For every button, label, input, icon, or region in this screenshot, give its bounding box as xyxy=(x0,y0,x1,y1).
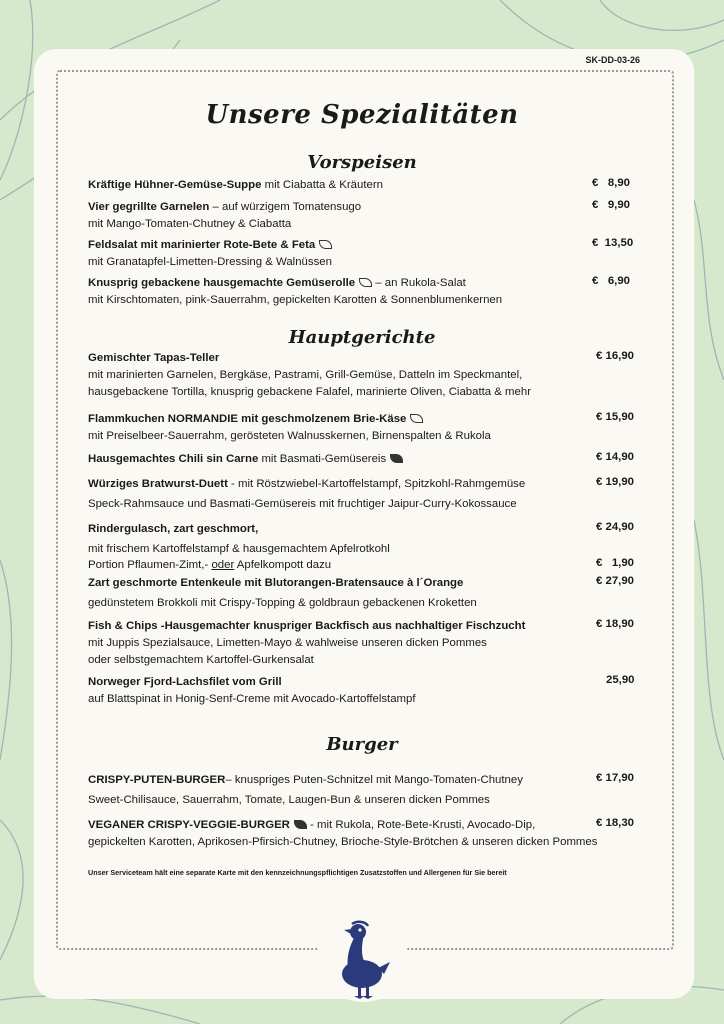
section-hauptgerichte: Hauptgerichte xyxy=(288,327,436,348)
menu-item-tapas: Gemischter Tapas-Teller mit marinierten Garnelen, Bergkäse, Pastrami, Grill-Gemüse, Datteln im Speckmantel, hausgebackene Tortilla, knusprig gebackene Falafel, marinierte Oliven, Ciabatta & mehr xyxy=(88,352,531,398)
section-burger: Burger xyxy=(326,734,398,755)
section-vorspeisen: Vorspeisen xyxy=(307,152,417,173)
price-chili: € 14,90 xyxy=(596,451,635,463)
menu-item-flammkuchen: Flammkuchen NORMANDIE mit geschmolzenem Brie-Käse mit Preiselbeer-Sauerrahm, gerösteten Walnusskernen, Birnenspalten & Rukola xyxy=(88,413,491,442)
menu-item-lachs: Norweger Fjord-Lachsfilet vom Grill auf Blattspinat in Honig-Senf-Creme mit Avocado-Kartoffelstampf xyxy=(88,676,416,705)
price-suppe: € 8,90 xyxy=(592,177,630,189)
vegetarian-leaf-icon xyxy=(319,240,332,249)
price-puten-burger: € 17,90 xyxy=(596,772,635,784)
price-kompott: € 1,90 xyxy=(596,557,634,569)
menu-item-suppe: Kräftige Hühner-Gemüse-Suppe mit Ciabatta & Kräutern xyxy=(88,179,383,191)
menu-item-entenkeule: Zart geschmorte Entenkeule mit Blutorangen-Bratensauce à l´Orange gedünstetem Brokkoli mit Crispy-Topping & goldbraun gebackenen Kroketten xyxy=(88,577,477,609)
price-entenkeule: € 27,90 xyxy=(596,575,635,587)
price-flammkuchen: € 15,90 xyxy=(596,411,635,423)
menu-title: Unsere Spezialitäten xyxy=(205,100,519,130)
menu-item-bratwurst: Würziges Bratwurst-Duett - mit Röstzwiebel-Kartoffelstampf, Spitzkohl-Rahmgemüse Speck-Rahmsauce und Basmati-Gemüsereis mit fruchtiger Jaipur-Curry-Kokossauce xyxy=(88,478,526,510)
vegetarian-leaf-icon xyxy=(410,414,423,423)
price-tapas: € 16,90 xyxy=(596,350,635,362)
price-garnelen: € 9,90 xyxy=(592,199,630,211)
menu-item-feldsalat: Feldsalat mit marinierter Rote-Bete & Feta mit Granatapfel-Limetten-Dressing & Walnüssen xyxy=(88,239,332,268)
menu-item-chili: Hausgemachtes Chili sin Carne mit Basmati-Gemüsereis xyxy=(88,451,648,468)
vegan-leaf-icon xyxy=(294,820,307,829)
vegan-leaf-icon xyxy=(390,454,403,463)
price-bratwurst: € 19,90 xyxy=(596,476,635,488)
menu-item-rindergulasch: Rindergulasch, zart geschmort, mit frischem Kartoffelstampf & hausgemachtem Apfelrotkohl xyxy=(88,523,390,555)
document-code: SK-DD-03-26 xyxy=(585,55,640,65)
price-fish-chips: € 18,90 xyxy=(596,618,635,630)
menu-item-gemuserolle: Knusprig gebackene hausgemachte Gemüserolle – an Rukola-Salat mit Kirschtomaten, pink-Sauerrahm, gepickelten Karotten & Sonnenblumenkernen xyxy=(88,277,503,306)
price-gemuserolle: € 6,90 xyxy=(592,275,630,287)
menu-item-kompott: Portion Pflaumen-Zimt,- oder Apfelkompott dazu xyxy=(88,559,332,571)
price-feldsalat: € 13,50 xyxy=(592,237,634,249)
price-veggie-burger: € 18,30 xyxy=(596,817,635,829)
price-lachs: 25,90 xyxy=(606,674,635,686)
menu-item-fish-chips: Fish & Chips -Hausgemachter knuspriger Backfisch aus nachhaltiger Fischzucht mit Juppis Spezialsauce, Limetten-Mayo & wahlweise unseren dicken Pommes oder selbstgemachtem Kartoffel-Gurkensalat xyxy=(88,620,526,666)
vegetarian-leaf-icon xyxy=(359,278,372,287)
duck-logo xyxy=(318,912,408,1002)
logo-badge xyxy=(318,912,408,1002)
menu-item-veggie-burger: VEGANER CRISPY-VEGGIE-BURGER - mit Rukola, Rote-Bete-Krusti, Avocado-Dip, gepickelten Karotten, Aprikosen-Pfirsich-Chutney, Brioche-Style-Brötchen & unseren dicken Pommes xyxy=(88,819,598,848)
allergen-note: Unser Serviceteam hält eine separate Karte mit den kennzeichnungspflichtigen Zusatzstoffen und Allergenen für Sie bereit xyxy=(88,868,507,877)
menu-item-puten-burger: CRISPY-PUTEN-BURGER– knuspriges Puten-Schnitzel mit Mango-Tomaten-Chutney Sweet-Chilisauce, Sauerrahm, Tomate, Laugen-Bun & unseren dicken Pommes xyxy=(88,774,523,806)
menu-item-garnelen: Vier gegrillte Garnelen – auf würzigem Tomatensugo mit Mango-Tomaten-Chutney & Ciabatta xyxy=(88,201,362,230)
price-rindergulasch: € 24,90 xyxy=(596,521,635,533)
